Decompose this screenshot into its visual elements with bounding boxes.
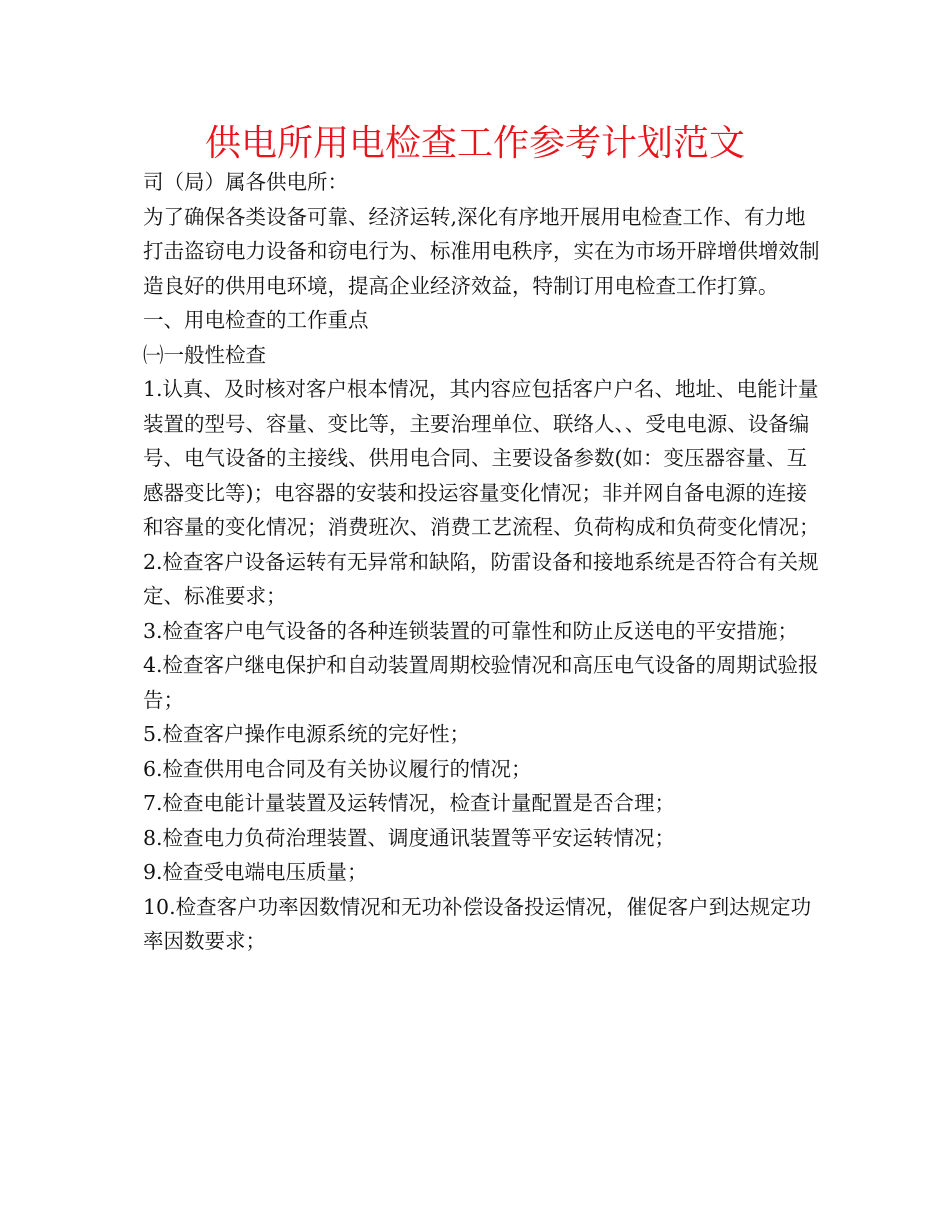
section-heading: 一、用电检查的工作重点: [143, 308, 369, 332]
list-item: 2.检查客户设备运转有无异常和缺陷，防雷设备和接地系统是否符合有关规定、标准要求；: [143, 549, 819, 608]
subsection-heading: ㈠一般性检查: [143, 342, 266, 367]
salutation-paragraph: 司（局）属各供电所：: [143, 170, 348, 194]
list-item: 1.认真、及时核对客户根本情况，其内容应包括客户户名、地址、电能计量装置的型号、容量、变比等，主要治理单位、联络人、、受电电源、设备编号、电气设备的主接线、供用电合同、主要设备参数(如：变压器容量、互感器变比等)；电容器的安装和投运容量变化情况；非并网自备电源的连接和容量的变化情况；消费班次、消费工艺流程、负荷构成和负荷变化情况；: [143, 377, 820, 539]
list-item: 10.检查客户功率因数情况和无功补偿设备投运情况，催促客户到达规定功率因数要求；: [143, 894, 812, 953]
document-title: 供电所用电检查工作参考计划范文: [204, 123, 745, 164]
list-item: 6.检查供用电合同及有关协议履行的情况；: [143, 756, 532, 781]
list-item: 4.检查客户继电保护和自动装置周期校验情况和高压电气设备的周期试验报告；: [143, 653, 819, 712]
list-item: 8.检查电力负荷治理装置、调度通讯装置等平安运转情况；: [143, 825, 676, 850]
list-item: 7.检查电能计量装置及运转情况，检查计量配置是否合理；: [143, 791, 676, 815]
list-item: 3.检查客户电气设备的各种连锁装置的可靠性和防止反送电的平安措施；: [143, 618, 799, 643]
list-item: 5.检查客户操作电源系统的完好性；: [143, 722, 471, 746]
document-body: [143, 165, 823, 959]
list-item: 9.检查受电端电压质量；: [143, 860, 368, 884]
intro-paragraph: 为了确保各类设备可靠、经济运转,深化有序地开展用电检查工作、有力地打击盗窃电力设备和窃电行为、标准用电秩序，实在为市场开辟增供增效制造良好的供用电环境，提高企业经济效益，特制订用电检查工作打算。: [143, 204, 820, 298]
